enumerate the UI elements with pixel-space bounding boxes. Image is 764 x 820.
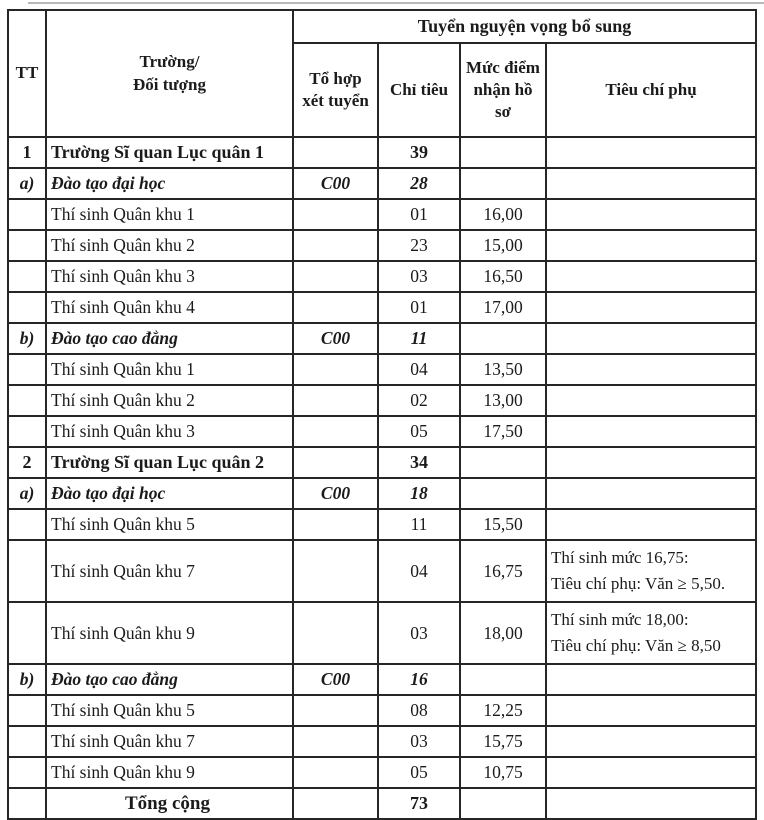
cell-tt — [8, 199, 46, 230]
cell-muc-diem — [460, 137, 546, 168]
table-row — [8, 416, 756, 447]
cell-chi-tieu: 05 — [378, 757, 460, 788]
cell-tt — [8, 540, 46, 602]
table-row — [8, 540, 756, 602]
cell-muc-diem: 10,75 — [460, 757, 546, 788]
cell-to-hop — [293, 695, 378, 726]
cell-truong-doi-tuong: Thí sinh Quân khu 7 — [46, 540, 293, 602]
cell-tt — [8, 695, 46, 726]
cell-chi-tieu: 01 — [378, 292, 460, 323]
cell-to-hop — [293, 509, 378, 540]
cell-chi-tieu: 04 — [378, 540, 460, 602]
cell-tt: b) — [8, 664, 46, 695]
cell-chi-tieu: 05 — [378, 416, 460, 447]
cell-truong-doi-tuong: Thí sinh Quân khu 1 — [46, 354, 293, 385]
cell-truong-doi-tuong: Trường Sĩ quan Lục quân 2 — [46, 447, 293, 478]
cell-to-hop: C00 — [293, 664, 378, 695]
header-row-group — [8, 10, 756, 43]
cell-chi-tieu: 16 — [378, 664, 460, 695]
cell-to-hop — [293, 261, 378, 292]
table-row — [8, 602, 756, 664]
cell-chi-tieu: 03 — [378, 602, 460, 664]
cell-truong-doi-tuong: Thí sinh Quân khu 2 — [46, 230, 293, 261]
cell-chi-tieu: 01 — [378, 199, 460, 230]
header-to-hop-xet-tuyen: Tổ hợp xét tuyển — [293, 43, 378, 137]
table-row — [8, 199, 756, 230]
cell-chi-tieu: 03 — [378, 261, 460, 292]
cell-muc-diem — [460, 447, 546, 478]
cell-truong-doi-tuong: Thí sinh Quân khu 7 — [46, 726, 293, 757]
table-row — [8, 509, 756, 540]
cell-truong-doi-tuong: Thí sinh Quân khu 9 — [46, 757, 293, 788]
cell-chi-tieu: 04 — [378, 354, 460, 385]
cell-tieu-chi-phu — [546, 509, 756, 540]
cell-tieu-chi-phu — [546, 168, 756, 199]
cell-tt — [8, 261, 46, 292]
cell-to-hop — [293, 416, 378, 447]
table-row — [8, 385, 756, 416]
cell-tt: b) — [8, 323, 46, 354]
cell-tt — [8, 230, 46, 261]
cell-tieu-chi-phu — [546, 354, 756, 385]
cell-muc-diem: 16,50 — [460, 261, 546, 292]
table-row — [8, 292, 756, 323]
cell-tt — [8, 292, 46, 323]
header-tt: TT — [8, 10, 46, 137]
cell-tieu-chi-phu — [546, 664, 756, 695]
cell-to-hop: C00 — [293, 478, 378, 509]
cell-tt: 1 — [8, 137, 46, 168]
scan-artifact-line — [28, 2, 764, 4]
cell-tt — [8, 788, 46, 819]
cell-tieu-chi-phu — [546, 230, 756, 261]
cell-tieu-chi-phu — [546, 788, 756, 819]
cell-to-hop — [293, 292, 378, 323]
cell-to-hop — [293, 447, 378, 478]
table-body — [8, 137, 756, 819]
cell-chi-tieu: 34 — [378, 447, 460, 478]
header-truong-line2: Đối tượng — [133, 74, 206, 94]
admissions-table — [7, 9, 757, 820]
cell-truong-doi-tuong: Thí sinh Quân khu 9 — [46, 602, 293, 664]
cell-truong-doi-tuong: Đào tạo cao đẳng — [46, 323, 293, 354]
table-row — [8, 664, 756, 695]
cell-tt — [8, 726, 46, 757]
cell-tt — [8, 416, 46, 447]
cell-chi-tieu: 23 — [378, 230, 460, 261]
cell-to-hop — [293, 602, 378, 664]
table-row — [8, 726, 756, 757]
cell-chi-tieu: 28 — [378, 168, 460, 199]
table-row — [8, 478, 756, 509]
cell-to-hop — [293, 385, 378, 416]
cell-truong-doi-tuong: Đào tạo cao đẳng — [46, 664, 293, 695]
cell-to-hop: C00 — [293, 323, 378, 354]
table-header — [8, 10, 756, 137]
cell-chi-tieu: 11 — [378, 323, 460, 354]
cell-truong-doi-tuong: Thí sinh Quân khu 1 — [46, 199, 293, 230]
cell-to-hop — [293, 726, 378, 757]
cell-muc-diem: 16,00 — [460, 199, 546, 230]
cell-tieu-chi-phu — [546, 602, 756, 664]
cell-truong-doi-tuong: Thí sinh Quân khu 3 — [46, 416, 293, 447]
cell-truong-doi-tuong: Thí sinh Quân khu 3 — [46, 261, 293, 292]
cell-truong-doi-tuong: Đào tạo đại học — [46, 168, 293, 199]
cell-tt — [8, 602, 46, 664]
cell-truong-doi-tuong: Trường Sĩ quan Lục quân 1 — [46, 137, 293, 168]
cell-tieu-chi-phu — [546, 757, 756, 788]
tieu-chi-phu-line: Tiêu chí phụ: Văn ≥ 8,50 — [551, 636, 721, 655]
cell-truong-doi-tuong: Thí sinh Quân khu 4 — [46, 292, 293, 323]
cell-tieu-chi-phu — [546, 292, 756, 323]
cell-muc-diem: 17,50 — [460, 416, 546, 447]
table-row — [8, 168, 756, 199]
cell-tieu-chi-phu — [546, 540, 756, 602]
cell-to-hop: C00 — [293, 168, 378, 199]
table-row — [8, 323, 756, 354]
cell-tt — [8, 354, 46, 385]
header-tuyen-nguyen-vong: Tuyển nguyện vọng bổ sung — [293, 10, 756, 43]
table-row — [8, 447, 756, 478]
table-row — [8, 354, 756, 385]
table-row — [8, 137, 756, 168]
cell-tieu-chi-phu — [546, 137, 756, 168]
cell-tieu-chi-phu — [546, 726, 756, 757]
cell-to-hop — [293, 230, 378, 261]
cell-chi-tieu: 08 — [378, 695, 460, 726]
cell-muc-diem: 16,75 — [460, 540, 546, 602]
cell-truong-doi-tuong: Tổng cộng — [46, 788, 293, 819]
cell-truong-doi-tuong: Thí sinh Quân khu 2 — [46, 385, 293, 416]
cell-tt — [8, 385, 46, 416]
cell-tieu-chi-phu — [546, 261, 756, 292]
cell-muc-diem: 12,25 — [460, 695, 546, 726]
cell-tt — [8, 509, 46, 540]
cell-tt: 2 — [8, 447, 46, 478]
cell-truong-doi-tuong: Đào tạo đại học — [46, 478, 293, 509]
cell-to-hop — [293, 540, 378, 602]
cell-tieu-chi-phu — [546, 447, 756, 478]
cell-muc-diem — [460, 168, 546, 199]
cell-tt — [8, 757, 46, 788]
header-chi-tieu: Chỉ tiêu — [378, 43, 460, 137]
cell-chi-tieu: 18 — [378, 478, 460, 509]
table-row — [8, 261, 756, 292]
cell-tt: a) — [8, 168, 46, 199]
cell-chi-tieu: 73 — [378, 788, 460, 819]
cell-chi-tieu: 39 — [378, 137, 460, 168]
cell-to-hop — [293, 788, 378, 819]
cell-truong-doi-tuong: Thí sinh Quân khu 5 — [46, 509, 293, 540]
cell-chi-tieu: 03 — [378, 726, 460, 757]
cell-tieu-chi-phu — [546, 323, 756, 354]
cell-muc-diem: 13,00 — [460, 385, 546, 416]
cell-tieu-chi-phu — [546, 478, 756, 509]
header-tieu-chi-phu: Tiêu chí phụ — [546, 43, 756, 137]
cell-tieu-chi-phu — [546, 199, 756, 230]
table-row — [8, 757, 756, 788]
cell-muc-diem — [460, 664, 546, 695]
header-truong-doi-tuong — [46, 10, 293, 137]
cell-muc-diem: 15,00 — [460, 230, 546, 261]
table-row — [8, 788, 756, 819]
cell-muc-diem: 13,50 — [460, 354, 546, 385]
cell-to-hop — [293, 137, 378, 168]
cell-tt: a) — [8, 478, 46, 509]
cell-tieu-chi-phu — [546, 385, 756, 416]
cell-truong-doi-tuong: Thí sinh Quân khu 5 — [46, 695, 293, 726]
cell-chi-tieu: 11 — [378, 509, 460, 540]
header-muc-diem-nhan-ho-so: Mức điểm nhận hồ sơ — [460, 43, 546, 137]
cell-tieu-chi-phu — [546, 416, 756, 447]
cell-to-hop — [293, 757, 378, 788]
cell-to-hop — [293, 199, 378, 230]
table-row — [8, 695, 756, 726]
cell-tieu-chi-phu — [546, 695, 756, 726]
cell-muc-diem — [460, 323, 546, 354]
cell-to-hop — [293, 354, 378, 385]
cell-chi-tieu: 02 — [378, 385, 460, 416]
cell-muc-diem — [460, 788, 546, 819]
cell-muc-diem: 18,00 — [460, 602, 546, 664]
cell-muc-diem: 15,50 — [460, 509, 546, 540]
tieu-chi-phu-line: Tiêu chí phụ: Văn ≥ 5,50. — [551, 574, 726, 593]
header-truong-line1: Trường/ — [139, 52, 200, 72]
cell-muc-diem: 15,75 — [460, 726, 546, 757]
cell-muc-diem: 17,00 — [460, 292, 546, 323]
cell-muc-diem — [460, 478, 546, 509]
tieu-chi-phu-line: Thí sinh mức 16,75: — [551, 547, 689, 567]
table-row — [8, 230, 756, 261]
tieu-chi-phu-line: Thí sinh mức 18,00: — [551, 609, 689, 629]
